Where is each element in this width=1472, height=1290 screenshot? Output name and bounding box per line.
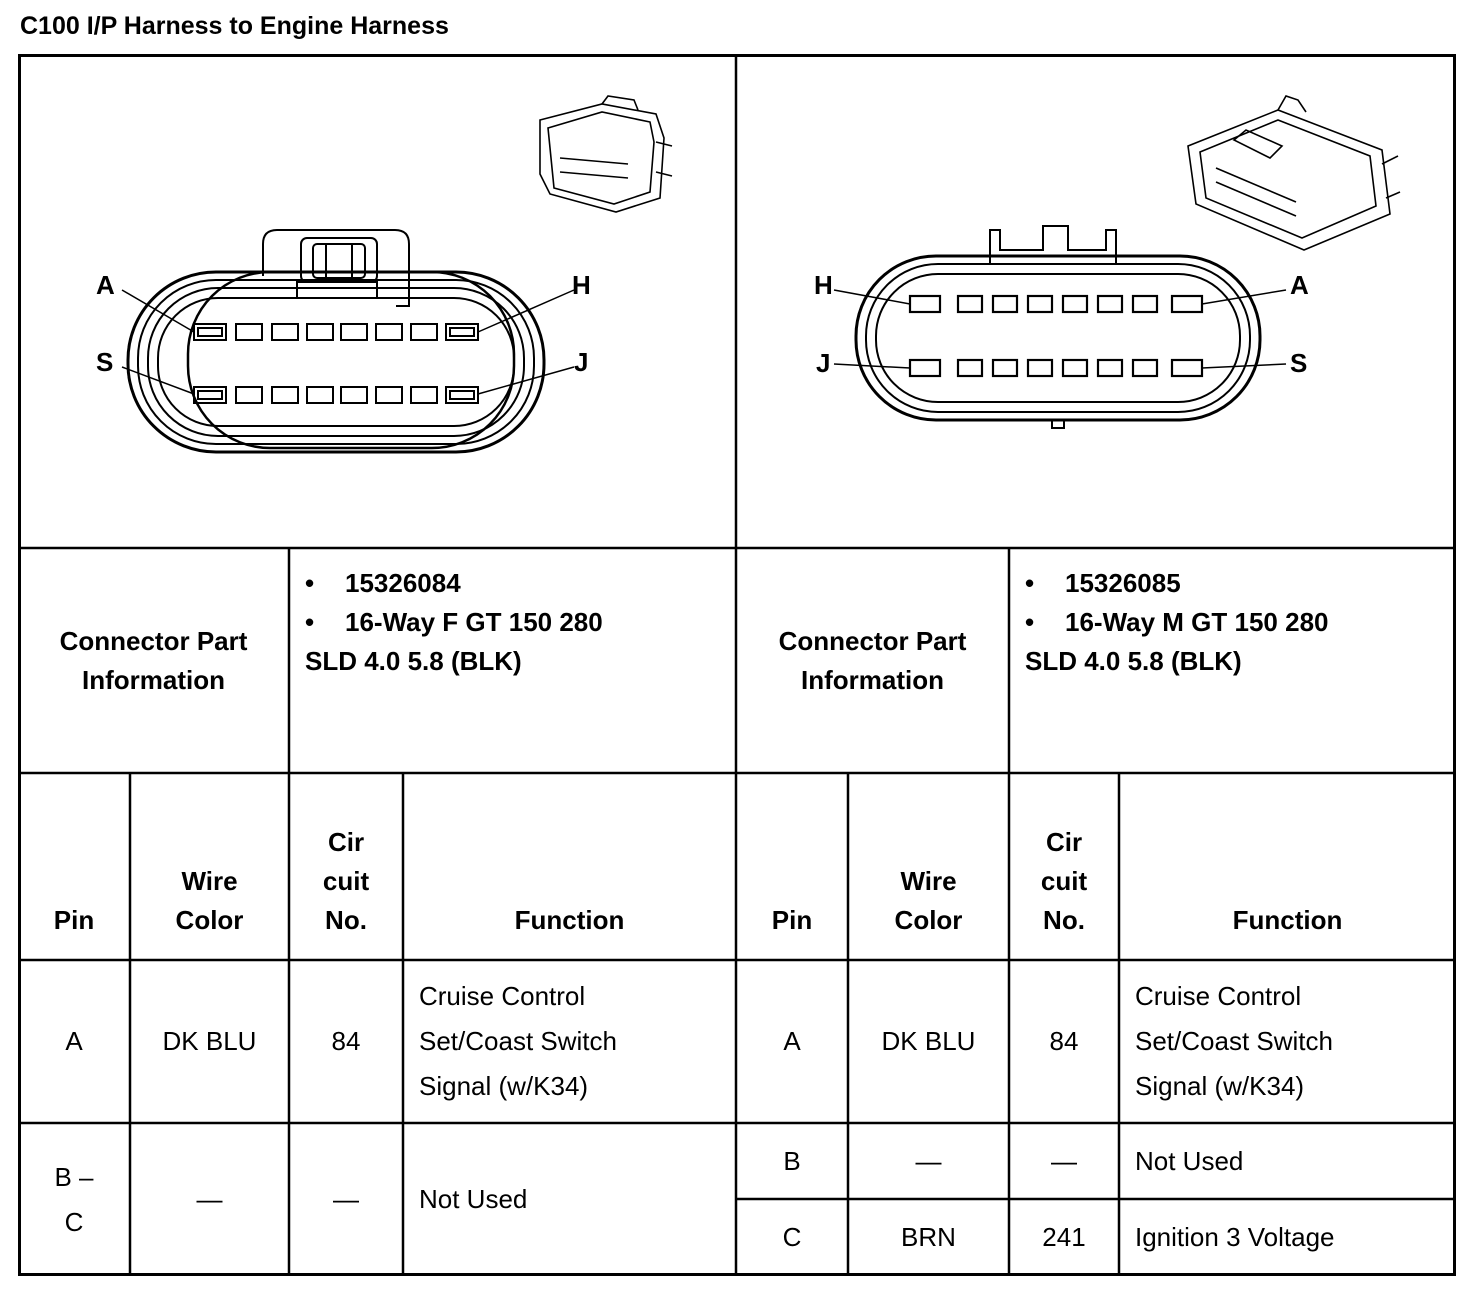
- left-pin-label-top-left: A: [96, 270, 115, 300]
- left-row-bc-function: Not Used: [419, 1184, 528, 1214]
- right-pin-label-bottom-right: S: [1290, 348, 1308, 378]
- right-header-pin: Pin: [771, 905, 813, 935]
- right-row-c-function: Ignition 3 Voltage: [1135, 1222, 1335, 1252]
- left-connector-part-info: • 15326084 • 16-Way F GT 150 280 SLD 4.0 5.8 (BLK): [289, 548, 736, 773]
- right-row-b-function: Not Used: [1135, 1145, 1244, 1176]
- right-row-b-circuit: —: [1051, 1145, 1077, 1176]
- right-header-function: Function: [1232, 905, 1343, 935]
- left-header-pin: Pin: [53, 905, 95, 935]
- connector-table: [18, 54, 1456, 1276]
- right-row-a-circuit: 84: [1049, 1026, 1079, 1056]
- right-part-number: 15326085: [1065, 568, 1181, 598]
- right-connector-part-info: • 15326085 • 16-Way M GT 150 280 SLD 4.0 5.8 (BLK): [1009, 548, 1456, 773]
- left-row-a-wire-color: DK BLU: [162, 1026, 257, 1056]
- left-header-function: Function: [514, 905, 625, 935]
- right-connector-face-drawing: [834, 96, 1400, 428]
- left-row-bc-wire-color: —: [196, 1184, 223, 1214]
- right-row-c-wire-color: BRN: [901, 1222, 956, 1252]
- left-row-a-circuit: 84: [331, 1026, 361, 1056]
- right-part-desc-line1: 16-Way M GT 150 280: [1065, 607, 1329, 637]
- left-part-number: 15326084: [345, 568, 461, 598]
- right-part-desc-line2: SLD 4.0 5.8 (BLK): [1025, 646, 1242, 676]
- right-pin-label-bottom-left: J: [816, 348, 831, 378]
- left-pin-label-bottom-right: J: [574, 347, 589, 377]
- left-row-bc-pin: B – C: [54, 1161, 94, 1237]
- right-pin-label-top-right: A: [1290, 270, 1309, 300]
- right-pin-label-top-left: H: [814, 270, 833, 300]
- left-header-wire-color: Wire Color: [175, 866, 244, 935]
- left-row-bc-circuit: —: [333, 1184, 359, 1214]
- left-part-desc-line1: 16-Way F GT 150 280: [345, 607, 603, 637]
- left-row-a-pin: A: [65, 1026, 83, 1056]
- right-header-wire-color: Wire Color: [894, 866, 963, 935]
- right-row-c-circuit: 241: [1042, 1222, 1086, 1252]
- right-connector-part-label: Connector Part Information: [778, 625, 967, 695]
- right-row-b-pin: B: [783, 1145, 801, 1176]
- right-row-a-pin: A: [783, 1026, 801, 1056]
- right-row-c-pin: C: [782, 1222, 802, 1252]
- right-header-circuit-no: Cir cuit No.: [1040, 827, 1088, 935]
- left-row-a-function: Cruise Control Set/Coast Switch Signal (w/K34): [419, 981, 617, 1101]
- left-header-circuit-no: Cir cuit No.: [322, 827, 370, 935]
- left-connector-part-label: Connector Part Information: [59, 625, 248, 695]
- right-row-a-function: Cruise Control Set/Coast Switch Signal (w/K34): [1135, 981, 1333, 1101]
- left-part-desc-line2: SLD 4.0 5.8 (BLK): [305, 646, 522, 676]
- right-row-a-wire-color: DK BLU: [881, 1026, 976, 1056]
- right-row-b-wire-color: —: [915, 1145, 942, 1176]
- left-pin-label-bottom-left: S: [96, 347, 114, 377]
- left-pin-label-top-right: H: [572, 270, 591, 300]
- page-title: C100 I/P Harness to Engine Harness: [20, 12, 449, 40]
